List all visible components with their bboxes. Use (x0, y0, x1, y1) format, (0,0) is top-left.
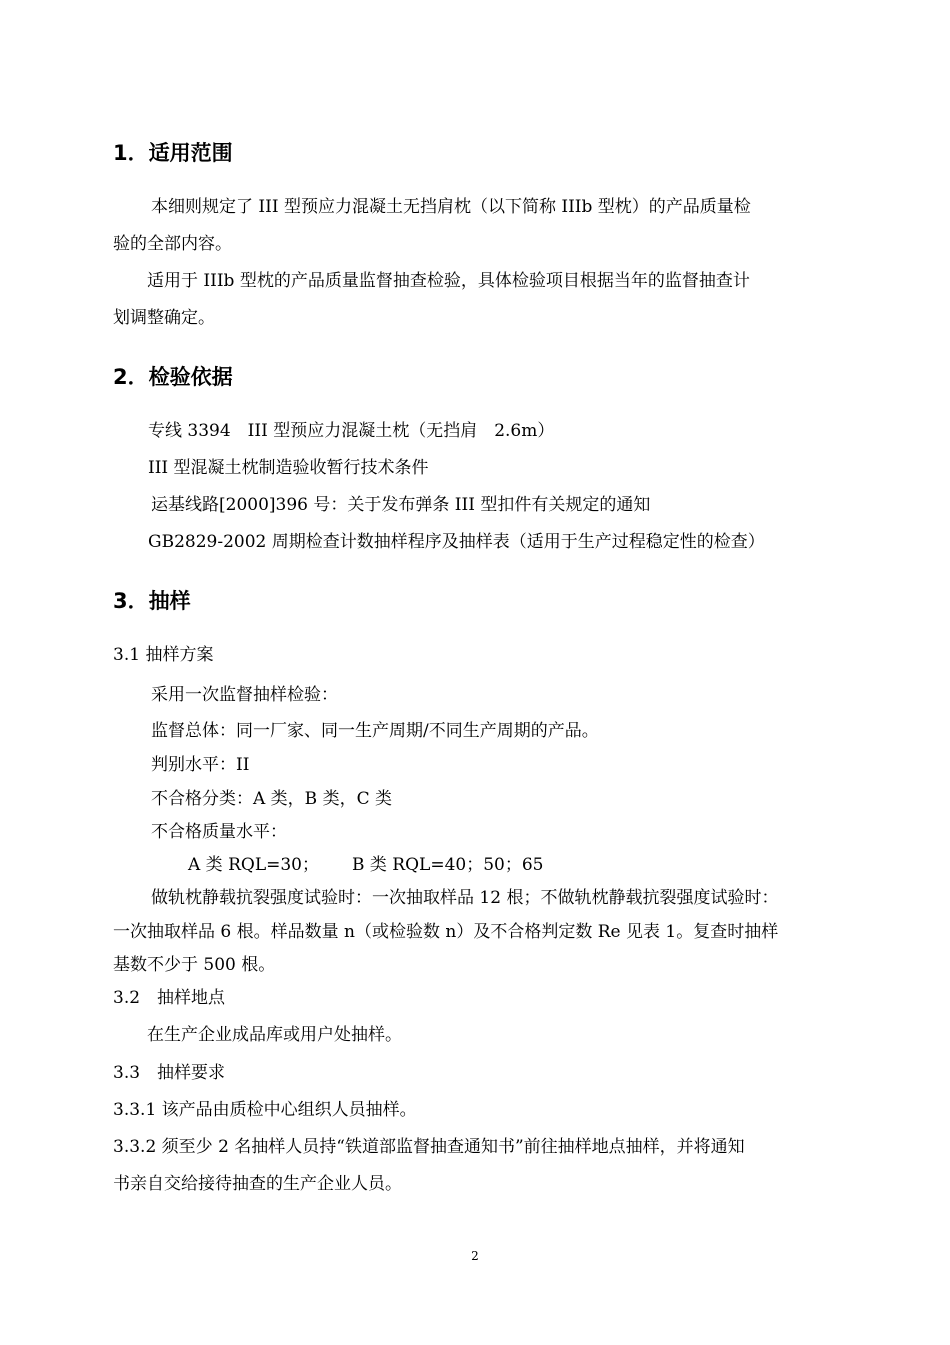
subsection-3-3-2-line-2: 书亲自交给接待抽查的生产企业人员。 (113, 1174, 402, 1194)
sampling-paragraph-line-3: 基数不少于 500 根。 (113, 955, 276, 975)
sampling-line-4: 不合格分类：A 类，B 类，C 类 (151, 789, 392, 809)
subsection-3-1-title: 3.1 抽样方案 (113, 645, 214, 665)
sampling-paragraph-line-1: 做轨枕静载抗裂强度试验时：一次抽取样品 12 根；不做轨枕静载抗裂强度试验时： (151, 888, 779, 908)
basis-item-4: GB2829-2002 周期检查计数抽样程序及抽样表（适用于生产过程稳定性的检查） (148, 532, 765, 552)
section-1-heading: 1．适用范围 (113, 141, 233, 165)
page-number: 2 (471, 1249, 479, 1263)
basis-item-2: III 型混凝土枕制造验收暂行技术条件 (148, 458, 429, 478)
subsection-3-2-title: 3.2 抽样地点 (113, 988, 226, 1008)
subsection-3-3-2-line-1: 3.3.2 须至少 2 名抽样人员持“铁道部监督抽查通知书”前往抽样地点抽样，并将通知 (113, 1137, 745, 1157)
rql-class-b: B 类 RQL=40；50；65 (352, 855, 544, 875)
subsection-3-3-title: 3.3 抽样要求 (113, 1063, 226, 1083)
sampling-line-2: 监督总体：同一厂家、同一生产周期/不同生产周期的产品。 (151, 721, 599, 741)
sampling-line-1: 采用一次监督抽样检验： (151, 685, 338, 705)
basis-item-3: 运基线路[2000]396 号：关于发布弹条 III 型扣件有关规定的通知 (151, 495, 651, 515)
rql-class-a: A 类 RQL=30； (188, 855, 319, 875)
scope-paragraph-2-line-2: 划调整确定。 (113, 308, 215, 328)
subsection-3-2-text: 在生产企业成品库或用户处抽样。 (147, 1025, 402, 1045)
section-2-heading: 2．检验依据 (113, 365, 233, 389)
sampling-line-3: 判别水平：II (151, 755, 250, 775)
subsection-3-3-1: 3.3.1 该产品由质检中心组织人员抽样。 (113, 1100, 417, 1120)
sampling-paragraph-line-2: 一次抽取样品 6 根。样品数量 n（或检验数 n）及不合格判定数 Re 见表 1。复查时抽样 (113, 922, 779, 942)
sampling-line-5: 不合格质量水平： (151, 822, 287, 842)
scope-paragraph-1-line-2: 验的全部内容。 (113, 234, 232, 254)
section-3-heading: 3．抽样 (113, 589, 191, 613)
scope-paragraph-1-line-1: 本细则规定了 III 型预应力混凝土无挡肩枕（以下简称 IIIb 型枕）的产品质量检 (151, 197, 751, 217)
basis-item-1: 专线 3394 III 型预应力混凝土枕（无挡肩 2.6m） (148, 421, 555, 441)
scope-paragraph-2-line-1: 适用于 IIIb 型枕的产品质量监督抽查检验，具体检验项目根据当年的监督抽查计 (147, 271, 750, 291)
